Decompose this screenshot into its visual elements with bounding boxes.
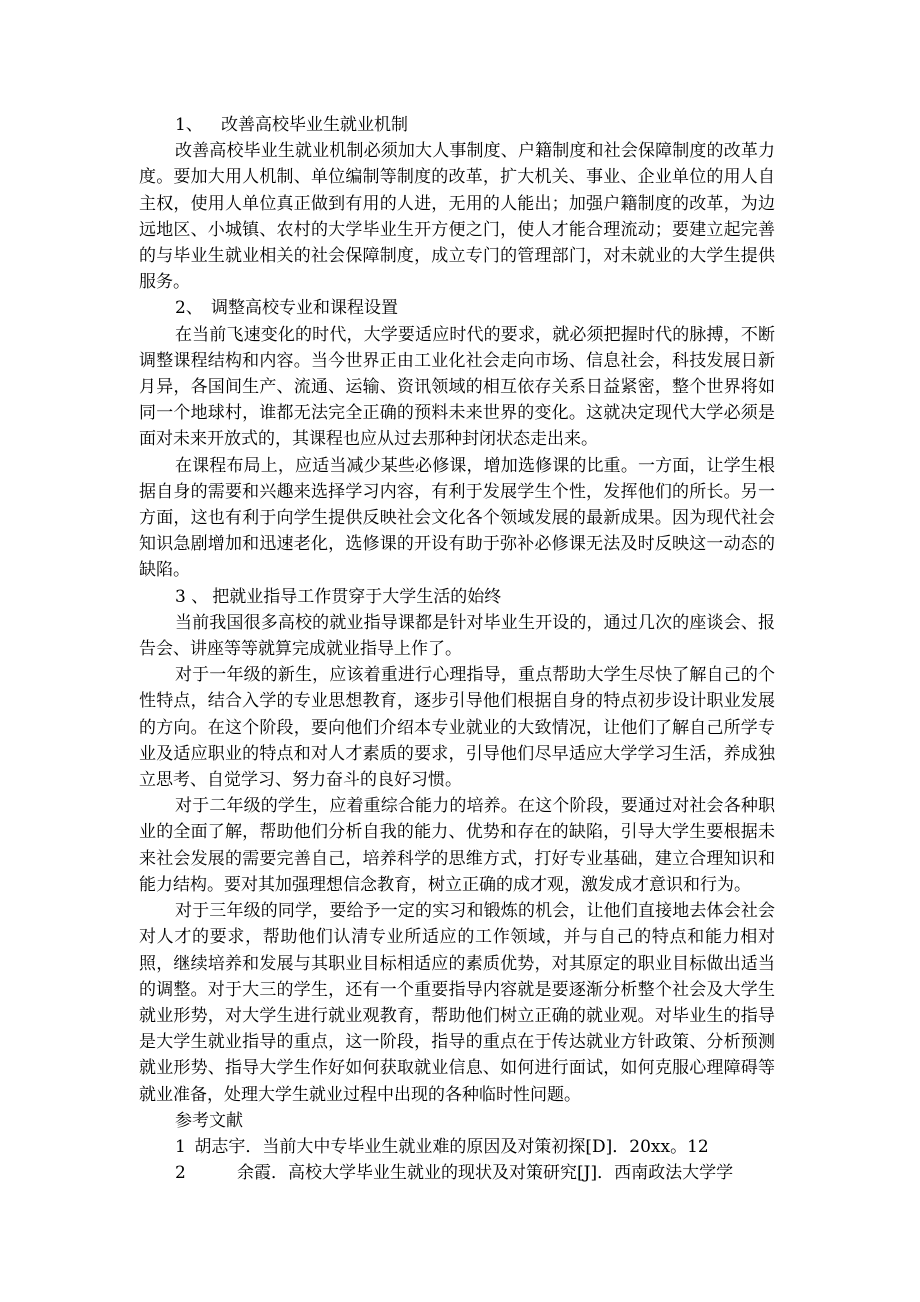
document-page	[139, 112, 775, 1186]
section-number: 3 、	[175, 586, 209, 607]
reference-number: 2	[175, 1163, 186, 1184]
references-title: 参考文献	[175, 1110, 243, 1131]
body-paragraph: 在当前飞速变化的时代，大学要适应时代的要求，就必须把握时代的脉搏，不断调整课程结构和内容。当今世界正由工业化社会走向市场、信息社会，科技发展日新月异，各国间生产、流通、运输、资讯领域的相互依存关系日益紧密，整个世界将如同一个地球村，谁都无法完全正确的预料未来世界的变化。这就决定现代大学必须是面对未来开放式的，其课程也应从过去那种封闭状态走出来。	[139, 324, 775, 450]
section-title: 把就业指导工作贯穿于大学生活的始终	[212, 586, 502, 607]
reference-text: 余霞．高校大学毕业生就业的现状及对策研究[J]．西南政法大学学	[237, 1163, 734, 1184]
reference-item	[139, 1160, 775, 1186]
body-paragraph: 在课程布局上，应适当减少某些必修课，增加选修课的比重。一方面，让学生根据自身的需要和兴趣来选择学习内容，有利于发展学生个性，发挥他们的所长。另一方面，这也有利于向学生提供反映社会文化各个领域发展的最新成果。因为现代社会知识急剧增加和迅速老化，选修课的开设有助于弥补必修课无法及时反映这一动态的缺陷。	[139, 455, 775, 581]
body-paragraph: 对于三年级的同学，要给予一定的实习和锻炼的机会，让他们直接地去体会社会对人才的要求，帮助他们认清专业所适应的工作领域，并与自己的特点和能力相对照，继续培养和发展与其职业目标相适应的素质优势，对其原定的职业目标做出适当的调整。对于大三的学生，还有一个重要指导内容就是要逐渐分析整个社会及大学生就业形势，对大学生进行就业观教育，帮助他们树立正确的就业观。对毕业生的指导是大学生就业指导的重点，这一阶段，指导的重点在于传达就业方针政策、分析预测就业形势、指导大学生作好如何获取就业信息、如何进行面试，如何克服心理障碍等就业准备，处理大学生就业过程中出现的各种临时性问题。	[139, 901, 775, 1105]
section-heading-1	[139, 112, 775, 138]
body-paragraph: 改善高校毕业生就业机制必须加大人事制度、户籍制度和社会保障制度的改革力度。要加大用人机制、单位编制等制度的改革，扩大机关、事业、企业单位的用人自主权，使用人单位真正做到有用的人进，无用的人能出；加强户籍制度的改革，为边远地区、小城镇、农村的大学毕业生开方便之门，使人才能合理流动；要建立起完善的与毕业生就业相关的社会保障制度，成立专门的管理部门，对未就业的大学生提供服务。	[139, 141, 775, 293]
section-heading-3	[139, 584, 775, 610]
section-heading-2	[139, 295, 775, 321]
section-title: 调整高校专业和课程设置	[211, 298, 398, 319]
body-paragraph: 当前我国很多高校的就业指导课都是针对毕业生开设的，通过几次的座谈会、报告会、讲座等等就算完成就业指导上作了。	[139, 612, 775, 660]
body-paragraph: 对于一年级的新生，应该着重进行心理指导，重点帮助大学生尽快了解自己的个性特点，结合入学的专业思想教育，逐步引导他们根据自身的特点初步设计职业发展的方向。在这个阶段，要向他们介绍本专业就业的大致情况，让他们了解自己所学专业及适应职业的特点和对人才素质的要求，引导他们尽早适应大学学习生活，养成独立思考、自觉学习、努力奋斗的良好习惯。	[139, 665, 775, 791]
section-title: 改善高校毕业生就业机制	[221, 115, 408, 135]
section-number: 2、	[175, 298, 203, 319]
reference-text: 胡志宇．当前大中专毕业生就业难的原因及对策初探[D]．20xx。12	[194, 1136, 709, 1157]
reference-number: 1	[175, 1136, 186, 1157]
reference-item	[139, 1134, 775, 1160]
body-paragraph: 对于二年级的学生，应着重综合能力的培养。在这个阶段，要通过对社会各种职业的全面了解，帮助他们分析自我的能力、优势和存在的缺陷，引导大学生要根据未来社会发展的需要完善自己，培养科学的思维方式，打好专业基础，建立合理知识和能力结构。要对其加强理想信念教育，树立正确的成才观，激发成才意识和行为。	[139, 796, 775, 895]
section-number: 1、	[175, 115, 203, 135]
